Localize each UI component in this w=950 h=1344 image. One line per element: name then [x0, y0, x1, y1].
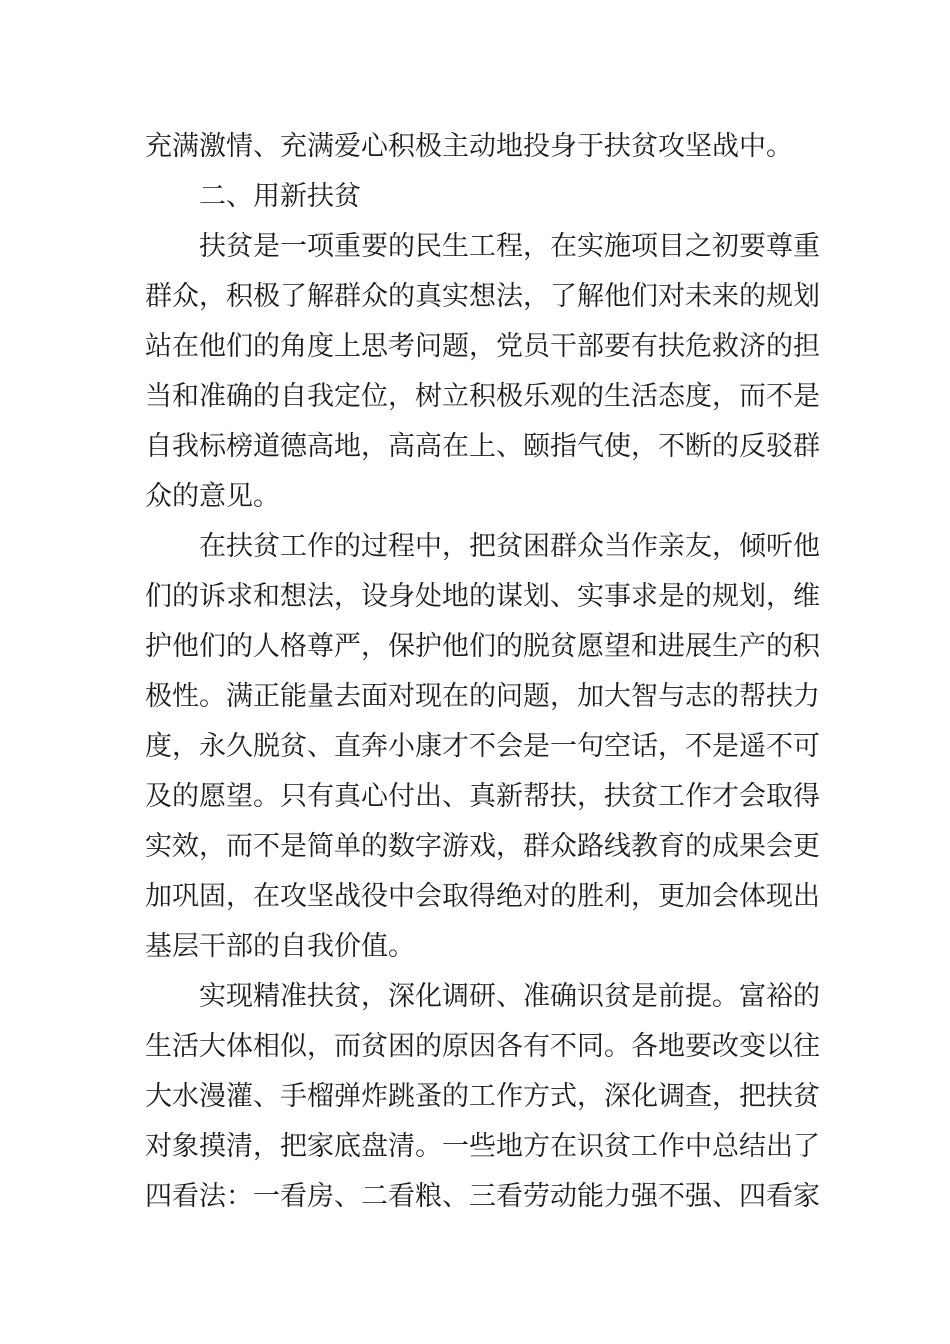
text-line: 扶贫是一项重要的民生工程，在实施项目之初要尊重 — [199, 231, 820, 262]
document-body — [145, 122, 820, 1222]
text-line: 众的意见。 — [145, 481, 280, 512]
text-line: 自我标榜道德高地，高高在上、颐指气使，不断的反驳群 — [145, 431, 820, 462]
section-heading — [145, 172, 805, 222]
text-line: 基层干部的自我价值。 — [145, 931, 415, 962]
text-line: 站在他们的角度上思考问题，党员干部要有扶危救济的担 — [145, 331, 820, 362]
paragraph — [145, 122, 805, 172]
text-line: 当和准确的自我定位，树立积极乐观的生活态度，而不是 — [145, 381, 820, 412]
paragraph — [145, 522, 820, 972]
text-line: 们的诉求和想法，设身处地的谋划、实事求是的规划，维 — [145, 581, 820, 612]
text-line: 护他们的人格尊严，保护他们的脱贫愿望和进展生产的积 — [145, 631, 820, 662]
paragraph — [145, 222, 820, 522]
paragraph — [145, 972, 820, 1222]
text-line: 实效，而不是简单的数字游戏，群众路线教育的成果会更 — [145, 831, 820, 862]
text-line: 大水漫灌、手榴弹炸跳蚤的工作方式，深化调查，把扶贫 — [145, 1081, 820, 1112]
text-line: 在扶贫工作的过程中，把贫困群众当作亲友，倾听他 — [199, 531, 820, 562]
text-line: 群众，积极了解群众的真实想法，了解他们对未来的规划 — [145, 281, 820, 312]
heading-text: 二、用新扶贫 — [199, 181, 361, 212]
text-line: 及的愿望。只有真心付出、真新帮扶，扶贫工作才会取得 — [145, 781, 820, 812]
text-line: 生活大体相似，而贫困的原因各有不同。各地要改变以往 — [145, 1031, 820, 1062]
text-line: 实现精准扶贫，深化调研、准确识贫是前提。富裕的 — [199, 981, 820, 1012]
text-line: 四看法：一看房、二看粮、三看劳动能力强不强、四看家 — [145, 1181, 820, 1212]
text-line: 充满激情、充满爱心积极主动地投身于扶贫攻坚战中。 — [145, 131, 793, 162]
text-line: 度，永久脱贫、直奔小康才不会是一句空话，不是遥不可 — [145, 731, 820, 762]
text-line: 极性。满正能量去面对现在的问题，加大智与志的帮扶力 — [145, 681, 820, 712]
text-line: 对象摸清，把家底盘清。一些地方在识贫工作中总结出了 — [145, 1131, 820, 1162]
text-line: 加巩固，在攻坚战役中会取得绝对的胜利，更加会体现出 — [145, 881, 820, 912]
